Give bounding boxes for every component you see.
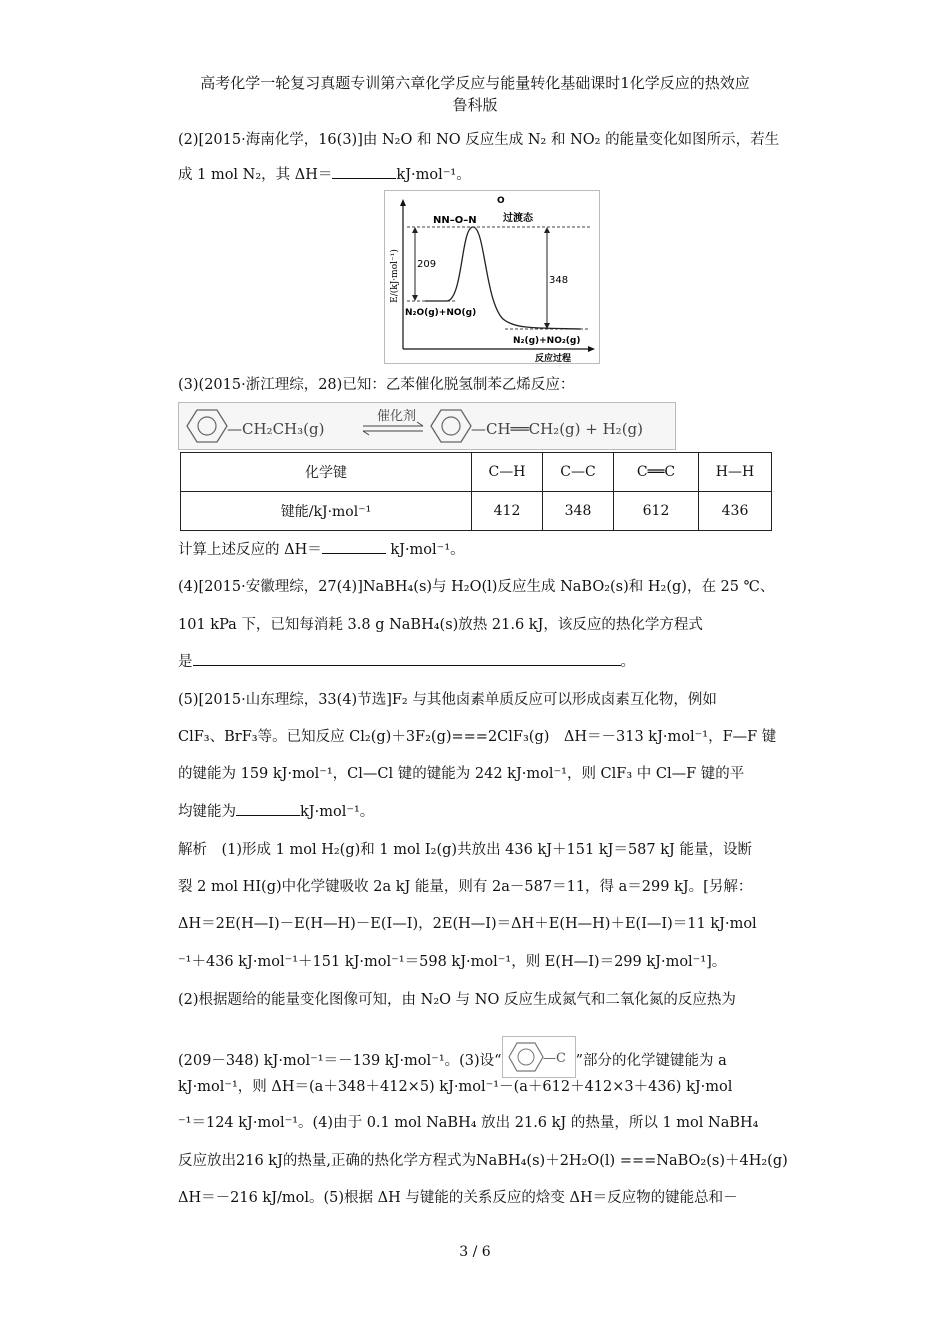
table-row (181, 453, 772, 492)
q5-line-1: (5)[2015·山东理综，33(4)节选]F₂ 与其他卤素单质反应可以形成卤素互化物，例如 (178, 692, 717, 708)
energy-diagram-svg (385, 191, 599, 363)
q5-line-4-post: kJ·mol⁻¹。 (300, 804, 375, 820)
reverse-value: 348 (549, 275, 569, 286)
table-cell: C—H (472, 453, 543, 492)
page-number: 3 / 6 (459, 1244, 491, 1260)
reactants-label: N₂O(g)+NO(g) (405, 308, 477, 318)
table-header-energy: 键能/kJ·mol⁻¹ (181, 492, 472, 531)
ts-label: 过渡态 (503, 213, 533, 224)
analysis-line-3: ΔH＝2E(H—I)－E(H—H)－E(I—I)，2E(H—I)＝ΔH＋E(H—H)＋E(I—I)＝11 kJ·mol (178, 916, 757, 932)
y-axis-label: E/(kJ·mol⁻¹) (390, 249, 400, 303)
q5-line-4 (178, 800, 374, 821)
q4-line-3-pre: 是 (178, 654, 193, 670)
q4-line-3-post: 。 (620, 654, 635, 670)
analysis-line-5: (2)根据题给的能量变化图像可知，由 N₂O 与 NO 反应生成氮气和二氧化氮的反应热为 (178, 992, 736, 1008)
phenyl-fragment-label: —C (542, 1051, 566, 1066)
q5-line-3: 的键能为 159 kJ·mol⁻¹，Cl—Cl 键的键能为 242 kJ·mol⁻¹，则 ClF₃ 中 Cl—F 键的平 (178, 766, 745, 782)
analysis-line-7: kJ·mol⁻¹，则 ΔH＝(a＋348＋412×5) kJ·mol⁻¹－(a＋612＋412×3＋436) kJ·mol (178, 1079, 733, 1095)
answer-blank (236, 802, 300, 816)
analysis-line-6-pre: (209－348) kJ·mol⁻¹＝－139 kJ·mol⁻¹。(3)设“ (178, 1053, 502, 1069)
analysis-line-9: 反应放出216 kJ的热量,正确的热化学方程式为NaBH₄(s)＋2H₂O(l) ===NaBO₂(s)＋4H₂(g) (178, 1153, 788, 1169)
y-axis-arrow (400, 199, 406, 206)
benzene-ring-right (431, 410, 471, 442)
analysis-line-8: ⁻¹＝124 kJ·mol⁻¹。(4)由于 0.1 mol NaBH₄ 放出 21.6 kJ 的热量，所以 1 mol NaBH₄ (178, 1115, 759, 1131)
q2-line-2-post: kJ·mol⁻¹。 (396, 167, 471, 183)
reactant-formula: —CH₂CH₃(g) (227, 420, 325, 438)
x-axis-arrow (588, 346, 595, 352)
analysis-line-6-post: ”部分的化学键键能为 a (575, 1053, 727, 1069)
answer-blank (322, 540, 386, 554)
analysis-line-10: ΔH＝－216 kJ/mol。(5)根据 ΔH 与键能的关系反应的焓变 ΔH＝反应物的键能总和－ (178, 1190, 738, 1206)
table-row (181, 492, 772, 531)
table-cell: 412 (472, 492, 543, 531)
analysis-line-2: 裂 2 mol HI(g)中化学键吸收 2a kJ 能量，则有 2a－587＝11，得 a＝299 kJ。[另解： (178, 879, 753, 895)
ea-value: 209 (417, 259, 437, 270)
table-header-bond: 化学键 (181, 453, 472, 492)
analysis-line-1: 解析 (1)形成 1 mol H₂(g)和 1 mol I₂(g)共放出 436 kJ＋151 kJ＝587 kJ 能量，设断 (178, 842, 752, 858)
q2-line-2 (178, 163, 471, 184)
table-cell: 348 (543, 492, 614, 531)
table-cell: C══C (614, 453, 699, 492)
phenyl-ring (509, 1043, 543, 1071)
reverse-arrow-head (363, 431, 369, 435)
answer-blank (332, 165, 396, 179)
catalyst-label: 催化剂 (377, 409, 417, 424)
reaction-equation (178, 402, 676, 450)
bond-energy-table (180, 452, 772, 531)
x-axis-label: 反应过程 (535, 354, 572, 363)
q2-line-1: (2)[2015·海南化学，16(3)]由 N₂O 和 NO 反应生成 N₂ 和 NO₂ 的能量变化如图所示，若生 (178, 132, 780, 148)
q3-line-1: (3)(2015·浙江理综，28)已知：乙苯催化脱氢制苯乙烯反应： (178, 377, 575, 393)
ts-species: NN–O–N (433, 215, 477, 226)
energy-diagram (384, 190, 600, 364)
benzene-inner-circle-left (198, 417, 216, 435)
ea-arrow-head-down (412, 295, 418, 301)
benzene-inner-circle-right (442, 417, 460, 435)
phenyl-inner-circle (518, 1049, 534, 1065)
q5-line-4-pre: 均键能为 (178, 804, 236, 820)
page-title (120, 72, 830, 116)
table-cell: 612 (614, 492, 699, 531)
analysis-line-4: ⁻¹＋436 kJ·mol⁻¹＋151 kJ·mol⁻¹＝598 kJ·mol⁻¹，则 E(H—I)＝299 kJ·mol⁻¹]。 (178, 954, 727, 970)
table-cell: 436 (699, 492, 772, 531)
reverse-arrow-head-up (544, 227, 550, 233)
q3-ask-post: kJ·mol⁻¹。 (390, 542, 465, 558)
q5-line-2: ClF₃、BrF₃等。已知反应 Cl₂(g)＋3F₂(g)===2ClF₃(g) ΔH＝－313 kJ·mol⁻¹，F—F 键 (178, 729, 777, 745)
benzene-ring-left (187, 410, 227, 442)
q2-line-2-pre: 成 1 mol N₂，其 ΔH＝ (178, 167, 333, 183)
q4-line-3 (178, 650, 635, 671)
table-cell: C—C (543, 453, 614, 492)
table-cell: H—H (699, 453, 772, 492)
phenyl-fragment-svg (503, 1037, 575, 1077)
products-label: N₂(g)+NO₂(g) (513, 336, 581, 346)
title-line-1: 高考化学一轮复习真题专训第六章化学反应与能量转化基础课时1化学反应的热效应 (200, 74, 750, 92)
phenyl-fragment-image (502, 1036, 576, 1078)
forward-arrow-head (417, 422, 423, 426)
q3-ask (178, 538, 465, 559)
ts-species-o: O (497, 196, 505, 206)
reaction-svg (179, 403, 675, 449)
answer-blank (193, 652, 621, 666)
ea-arrow-head-up (412, 227, 418, 233)
title-line-2: 鲁科版 (452, 96, 498, 114)
q4-line-1: (4)[2015·安徽理综，27(4)]NaBH₄(s)与 H₂O(l)反应生成 NaBO₂(s)和 H₂(g)，在 25 ℃、 (178, 579, 775, 595)
q3-ask-pre: 计算上述反应的 ΔH＝ (178, 542, 322, 558)
q4-line-2: 101 kPa 下，已知每消耗 3.8 g NaBH₄(s)放热 21.6 kJ，该反应的热化学方程式 (178, 617, 703, 633)
product-formula: —CH══CH₂(g) + H₂(g) (471, 420, 644, 438)
